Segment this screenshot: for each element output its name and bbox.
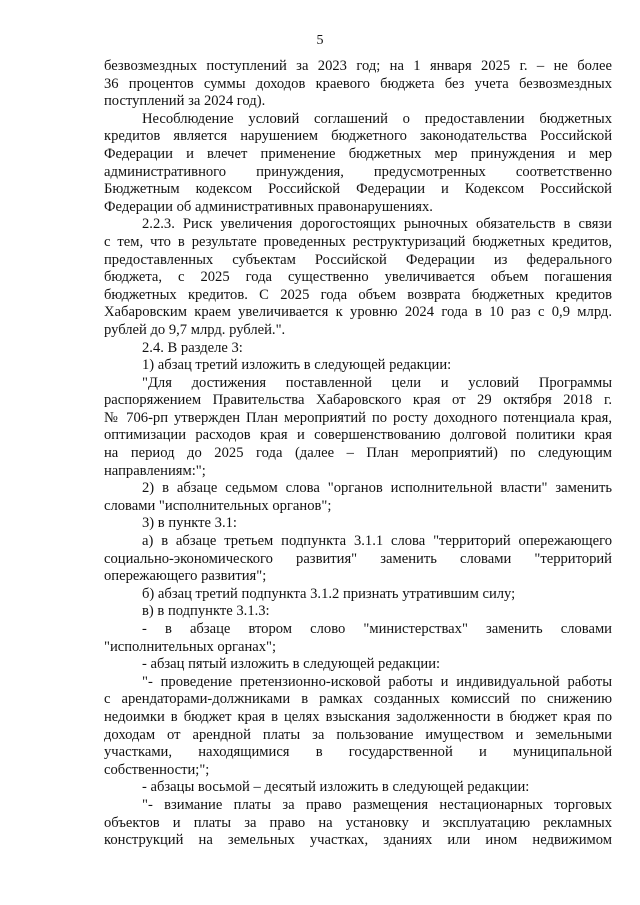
text-line: - абзацы восьмой – десятый изложить в следующей редакции: — [142, 779, 530, 796]
text-line: в) в подпункте 3.1.3: — [142, 603, 270, 620]
text-line: безвозмездных поступлений за 2023 год; на 1 января 2025 г. – не более — [104, 58, 612, 74]
text-line: социально-экономического развития" заменить словами "территорий — [104, 550, 612, 567]
text-line: - в абзаце втором слово "министерствах" заменить словами — [142, 621, 612, 637]
text-line: с тем, что в результате проведенных реструктуризаций бюджетных кредитов, — [104, 233, 612, 250]
text-line: а) в абзаце третьем подпункта 3.1.1 слова "территорий опережающего — [142, 533, 612, 550]
body-text — [104, 58, 612, 850]
text-line: 2.2.3. Риск увеличения дорогостоящих рыночных обязательств в связи — [142, 216, 612, 233]
text-line: собственности;"; — [104, 761, 210, 778]
text-line: Хабаровским краем увеличивается к уровню 2024 года в 10 раз с 0,9 млрд. — [104, 304, 612, 321]
text-line: доходам от арендной платы за пользование имуществом и земельными — [104, 726, 612, 743]
text-line: объектов и платы за право на установку и эксплуатацию рекламных — [104, 814, 612, 831]
text-line: "- взимание платы за право размещения нестационарных торговых — [142, 796, 612, 813]
text-line: кредитов является нарушением бюджетного законодательства Российской — [104, 128, 612, 145]
text-line: на период до 2025 года (далее – План мероприятий) по следующим — [104, 445, 612, 462]
text-line: распоряжением Правительства Хабаровского края от 29 октября 2018 г. — [104, 392, 612, 409]
text-line: словами "исполнительных органов"; — [104, 497, 332, 514]
text-line: 2) в абзаце седьмом слова "органов исполнительной власти" заменить — [142, 480, 612, 497]
text-line: Бюджетным кодексом Российской Федерации и Кодексом Российской — [104, 181, 612, 198]
text-line: опережающего развития"; — [104, 568, 267, 585]
text-line: направлениям:"; — [104, 462, 206, 479]
text-line: 36 процентов суммы доходов краевого бюджета без учета безвозмездных — [104, 75, 612, 92]
text-line: предоставленных субъектам Российской Федерации из федерального — [104, 251, 612, 268]
text-line: № 706-рп утвержден План мероприятий по росту доходного потенциала края, — [104, 409, 612, 426]
text-line: 2.4. В разделе 3: — [142, 339, 243, 356]
text-line: поступлений за 2024 год). — [104, 93, 266, 110]
text-line: участками, находящимися в государственной и муниципальной — [104, 744, 612, 761]
text-line: 1) абзац третий изложить в следующей редакции: — [142, 357, 452, 374]
text-line: конструкций на земельных участках, зданиях или ином недвижимом — [104, 832, 612, 849]
text-line: 3) в пункте 3.1: — [142, 515, 237, 532]
text-line: недоимки в бюджет края в целях взыскания задолженности в бюджет края по — [104, 708, 612, 725]
text-line: Федерации об административных правонарушениях. — [104, 198, 433, 215]
text-line: б) абзац третий подпункта 3.1.2 признать утратившим силу; — [142, 585, 516, 602]
text-line: оптимизации расходов края и совершенствованию долговой политики края — [104, 427, 612, 444]
text-line: "исполнительных органах"; — [104, 638, 277, 655]
text-line: "- проведение претензионно-исковой работы и индивидуальной работы — [142, 673, 612, 690]
text-line: административного принуждения, предусмотренных соответственно — [104, 163, 612, 180]
text-line: "Для достижения поставленной цели и условий Программы — [142, 374, 612, 391]
text-line: - абзац пятый изложить в следующей редакции: — [142, 656, 441, 673]
text-line: Федерации и влечет применение бюджетных мер принуждения и мер — [104, 145, 612, 162]
text-line: рублей до 9,7 млрд. рублей.". — [104, 321, 286, 338]
text-line: бюджета, с 2025 года существенно увеличивается объем погашения — [104, 269, 612, 286]
text-line: Несоблюдение условий соглашений о предоставлении бюджетных — [142, 110, 612, 127]
text-line: с арендаторами-должниками в рамках созданных комиссий по снижению — [104, 691, 612, 708]
page-number: 5 — [316, 33, 324, 48]
text-line: бюджетных кредитов. С 2025 года объем возврата бюджетных кредитов — [104, 286, 612, 303]
